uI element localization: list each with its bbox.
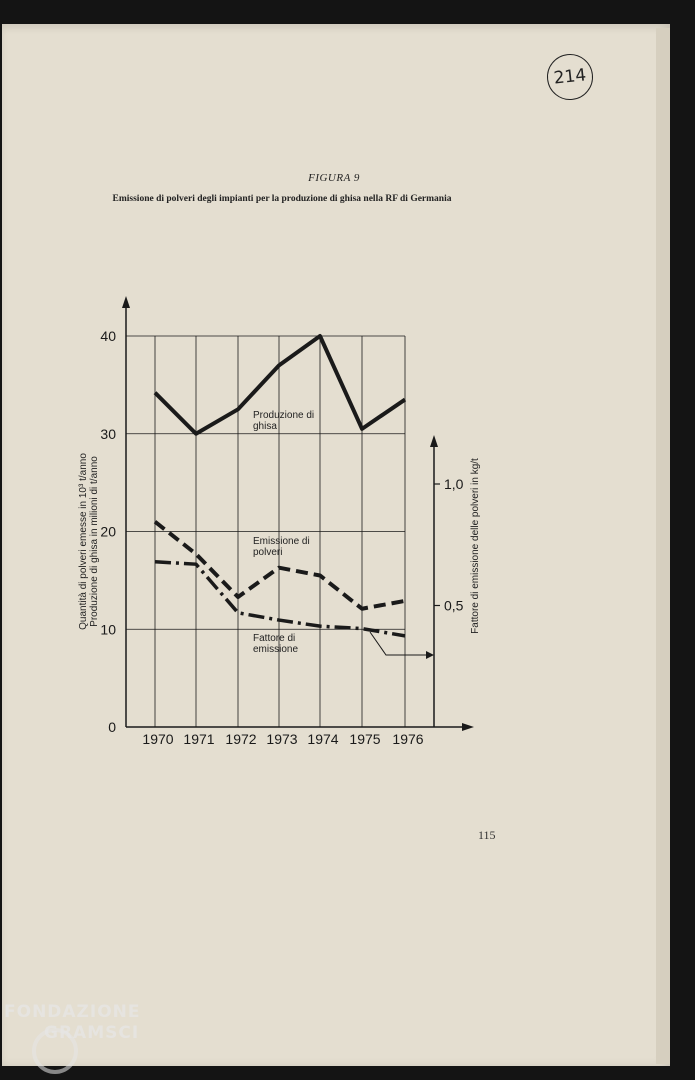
x-axis-arrow-icon [462, 723, 474, 731]
series-label-line: Emissione di [253, 536, 310, 547]
series-line-dashdot [155, 562, 405, 636]
x-tick-label: 1974 [307, 731, 339, 747]
figure-title: Emissione di polveri degli impianti per la produzione di ghisa nella RF di Germania [112, 194, 452, 204]
callout-arrow-icon [426, 651, 434, 659]
y-tick-label: 30 [100, 425, 116, 442]
y-tick-label: 40 [100, 328, 116, 344]
x-tick-label: 1970 [142, 731, 174, 747]
page-number: 115 [478, 828, 496, 842]
series-label-line: polveri [253, 547, 283, 558]
y-axis-arrow-icon [122, 296, 130, 308]
series-label-line: Fattore di [253, 633, 296, 644]
x-tick-label: 1975 [349, 731, 381, 747]
y-axis-title-line1: Quantità di polveri emesse in 10³ t/anno [78, 453, 89, 630]
watermark-line1: FONDAZIONE [4, 1002, 141, 1022]
x-tick-label: 1971 [183, 731, 215, 747]
x-tick-label: 1976 [392, 731, 424, 747]
y-tick-label: 0 [108, 719, 116, 735]
series-label-line: ghisa [253, 421, 277, 432]
archive-stamp: 214 [545, 52, 596, 103]
y2-tick-label: 1,0 [444, 476, 464, 492]
x-tick-label: 1973 [266, 731, 298, 747]
y-tick-label: 10 [100, 621, 116, 638]
y2-tick-label: 0,5 [444, 597, 464, 614]
y2-axis-title: Fattore di emissione delle polveri in kg/t [470, 458, 481, 634]
y2-axis-arrow-icon [430, 435, 438, 447]
x-tick-label: 1972 [225, 731, 257, 747]
series-label-line: Produzione di [253, 410, 315, 421]
watermark [4, 1004, 141, 1042]
watermark-logo-icon [32, 1028, 78, 1074]
y-tick-label: 20 [100, 523, 116, 540]
figure-label: FIGURA 9 [308, 172, 360, 184]
series-label-line: emissione [253, 644, 299, 655]
y-axis-title-line2: Produzione di ghisa in milioni di t/anno [89, 456, 100, 627]
watermark-line2: GRAMSCI [44, 1023, 140, 1043]
